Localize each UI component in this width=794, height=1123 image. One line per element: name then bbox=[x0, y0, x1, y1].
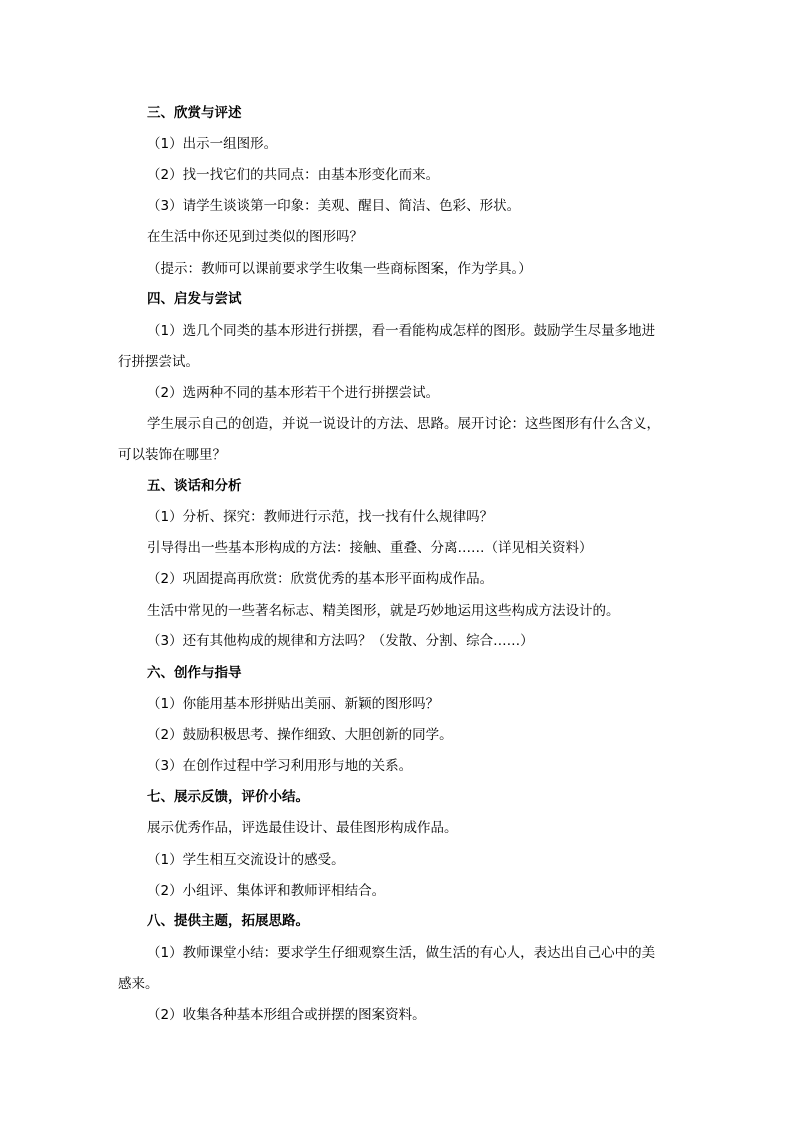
paragraph-continuation: 感来。 bbox=[118, 976, 159, 992]
paragraph: （2）小组评、集体评和教师评相结合。 bbox=[147, 883, 386, 899]
paragraph-continuation: 可以装饰在哪里？ bbox=[118, 447, 226, 463]
section-heading: 六、创作与指导 bbox=[147, 665, 242, 681]
paragraph: （1）你能用基本形拼贴出美丽、新颖的图形吗？ bbox=[147, 696, 440, 712]
paragraph: 在生活中你还见到过类似的图形吗？ bbox=[147, 229, 363, 245]
section-heading: 三、欣赏与评述 bbox=[147, 105, 242, 121]
paragraph: （3）在创作过程中学习利用形与地的关系。 bbox=[147, 758, 413, 774]
paragraph: （2）巩固提高再欣赏：欣赏优秀的基本形平面构成作品。 bbox=[147, 571, 494, 587]
paragraph: （1）分析、探究：教师进行示范，找一找有什么规律吗？ bbox=[147, 509, 494, 525]
paragraph: （提示：教师可以课前要求学生收集一些商标图案，作为学具。） bbox=[147, 261, 532, 277]
paragraph: （1）教师课堂小结：要求学生仔细观察生活，做生活的有心人，表达出自己心中的美 bbox=[147, 945, 656, 961]
paragraph: 引导得出一些基本形构成的方法：接触、重叠、分离……（详见相关资料） bbox=[147, 540, 593, 556]
paragraph: （1）选几个同类的基本形进行拼摆，看一看能构成怎样的图形。鼓励学生尽量多地进 bbox=[147, 323, 656, 339]
section-heading: 八、提供主题，拓展思路。 bbox=[147, 913, 309, 929]
paragraph: （2）选两种不同的基本形若干个进行拼摆尝试。 bbox=[147, 385, 440, 401]
paragraph-continuation: 行拼摆尝试。 bbox=[118, 354, 199, 370]
paragraph: 生活中常见的一些著名标志、精美图形，就是巧妙地运用这些构成方法设计的。 bbox=[147, 603, 620, 619]
paragraph: （2）收集各种基本形组合或拼摆的图案资料。 bbox=[147, 1007, 426, 1023]
paragraph: （2）找一找它们的共同点：由基本形变化而来。 bbox=[147, 167, 440, 183]
section-heading: 五、谈话和分析 bbox=[147, 478, 242, 494]
paragraph: 展示优秀作品，评选最佳设计、最佳图形构成作品。 bbox=[147, 820, 458, 836]
paragraph: （3）请学生谈谈第一印象：美观、醒目、简洁、色彩、形状。 bbox=[147, 198, 521, 214]
section-heading: 四、启发与尝试 bbox=[147, 291, 242, 307]
paragraph: （1）出示一组图形。 bbox=[147, 136, 278, 152]
paragraph: （2）鼓励积极思考、操作细致、大胆创新的同学。 bbox=[147, 727, 453, 743]
paragraph: （3）还有其他构成的规律和方法吗？（发散、分割、综合……） bbox=[147, 633, 534, 649]
paragraph: （1）学生相互交流设计的感受。 bbox=[147, 852, 345, 868]
section-heading: 七、展示反馈，评价小结。 bbox=[147, 789, 309, 805]
paragraph: 学生展示自己的创造，并说一说设计的方法、思路。展开讨论：这些图形有什么含义， bbox=[147, 416, 660, 432]
